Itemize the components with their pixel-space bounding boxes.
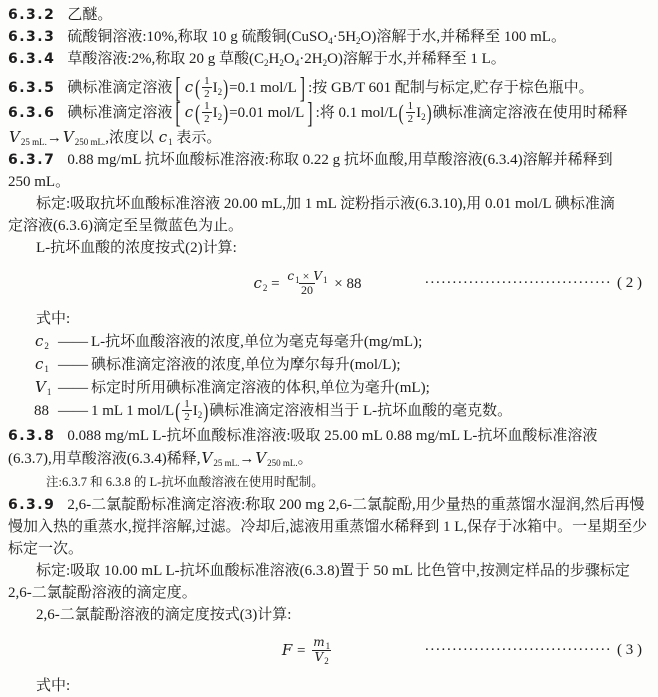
dot-leader: ··································	[424, 641, 612, 658]
paragraph-line	[8, 560, 650, 582]
fraction-numerator	[182, 398, 192, 410]
text-run: × 88	[330, 276, 362, 293]
text-run: 碘标准滴定溶液相当于 L-抗坏血酸的毫克数。	[209, 403, 513, 420]
clause-text	[67, 428, 597, 444]
text-run: 定溶液(6.3.6)滴定至呈微蓝色为止。	[8, 218, 243, 235]
subscript: 25 mL.	[213, 457, 240, 468]
text-run: (6.3.7),用草酸溶液(6.3.4)稀释,	[8, 450, 201, 467]
text-run: ×	[299, 269, 313, 284]
fraction-numerator	[310, 635, 332, 652]
text-run: 碘标准滴定溶液	[67, 80, 173, 97]
subscript: 1	[168, 137, 173, 148]
clause-line	[8, 425, 650, 447]
fraction-denominator	[202, 87, 212, 100]
big-paren: (	[195, 77, 201, 102]
equation-2	[8, 266, 650, 301]
clause-line	[8, 149, 650, 171]
text-run: 。	[297, 450, 313, 467]
text-run: ·5H	[332, 29, 357, 45]
equation-body	[252, 269, 362, 298]
subscript: 1	[325, 641, 331, 652]
subscript: 250 mL.	[74, 137, 106, 148]
fraction-denominator	[202, 112, 212, 125]
clause-text	[67, 73, 594, 105]
formula-3-intro	[8, 604, 650, 626]
definition-text	[91, 380, 430, 396]
clause-number: 6.3.4	[8, 51, 56, 67]
clause-text	[8, 174, 70, 190]
formula-2-intro	[8, 237, 650, 259]
text-run: =0.1 mol/L	[229, 80, 297, 97]
fraction	[201, 75, 213, 100]
clause-6-3-2	[8, 4, 650, 26]
paragraph-text	[36, 240, 237, 256]
big-paren: )	[203, 400, 209, 425]
text-run: 2	[204, 113, 210, 126]
definition-text	[91, 334, 422, 350]
big-paren: )	[426, 102, 432, 127]
text-run: 1	[204, 75, 210, 87]
variable: V	[314, 649, 324, 664]
text-run: ,浓度以	[105, 130, 158, 147]
big-bracket: ]	[299, 73, 306, 105]
subscript: 2	[279, 58, 284, 68]
calibration-paragraph-1	[8, 193, 650, 237]
text-run: 0.088 mg/mL L-抗坏血酸标准溶液:吸取 25.00 mL 0.88 mg/mL L-抗坏血酸标准溶液	[67, 427, 598, 444]
clause-line	[8, 516, 650, 538]
text-run: 1 mL 1 mol/L	[91, 403, 175, 420]
text-run: 草酸溶液:2%,称取 20 g 草酸(C	[67, 51, 265, 67]
clause-text	[67, 98, 628, 131]
clause-line	[8, 538, 650, 560]
definition-text	[91, 398, 513, 425]
clause-text	[8, 519, 647, 535]
clause-number: 6.3.8	[8, 427, 56, 444]
variable: V	[62, 128, 74, 147]
dot-leader: ··································	[424, 275, 612, 292]
subscript: 2	[44, 341, 49, 352]
where-clause-2: 式中:	[36, 677, 71, 694]
definition-v1	[8, 376, 650, 399]
definition-dash: ——	[58, 403, 88, 420]
text-run: 标定:吸取 10.00 mL L-抗坏血酸标准溶液(6.3.8)置于 50 mL 比色管中,按测定样品的步骤标定	[36, 562, 630, 579]
fraction	[181, 398, 193, 423]
subscript: 2	[217, 112, 223, 123]
variable: F	[281, 640, 293, 659]
clause-6-3-8	[8, 425, 650, 470]
definition-symbol	[34, 400, 58, 422]
fraction-numerator	[284, 269, 329, 286]
clause-line	[8, 494, 650, 516]
text-run: 1	[204, 100, 210, 113]
clause-line	[8, 447, 650, 470]
subscript: 2	[217, 87, 223, 98]
clause-6-3-3	[8, 26, 650, 48]
variable: c	[184, 103, 194, 122]
text-run: 碘标准滴定溶液的浓度,单位为摩尔每升(mol/L);	[91, 357, 401, 374]
variable: c	[35, 332, 44, 351]
paragraph-line	[8, 193, 650, 215]
text-run: 88	[34, 403, 49, 420]
text-run: I	[212, 80, 218, 97]
clause-text	[67, 29, 566, 45]
fraction	[283, 270, 330, 297]
big-paren: )	[223, 77, 229, 102]
variable: V	[35, 378, 46, 397]
note: 注:6.3.7 和 6.3.8 的 L-抗坏血酸溶液在使用时配制。	[46, 474, 324, 489]
equation-number: ( 3 )	[617, 641, 642, 658]
text-run: 2	[184, 411, 190, 424]
text-run: 2,6-二氯靛酚标准滴定溶液:称取 200 mg 2,6-二氯靛酚,用少量热的重蒸馏水湿润,然后再慢	[67, 496, 645, 513]
text-run: →	[46, 130, 62, 147]
clause-6-3-6	[8, 98, 650, 149]
clause-number: 6.3.5	[8, 80, 56, 97]
text-run: 乙醚。	[67, 7, 113, 23]
paragraph-text	[8, 585, 197, 601]
text-run: L-抗坏血酸溶液的浓度,单位为毫克每毫升(mg/mL);	[91, 334, 423, 351]
big-paren: (	[398, 102, 404, 127]
subscript: 2	[322, 58, 328, 68]
text-run: 碘标准滴定溶液在使用时稀释	[432, 105, 628, 122]
big-paren: (	[195, 102, 201, 127]
text-run: H	[268, 51, 280, 67]
definition-dash: ——	[58, 380, 88, 397]
variable: c	[287, 269, 295, 284]
variable: V	[255, 448, 267, 467]
where-clause-1: 式中:	[36, 311, 71, 328]
text-run: 1	[407, 100, 414, 113]
clause-6-3-9	[8, 494, 650, 560]
text-run: 2,6-二氯靛酚溶液的滴定度按式(3)计算:	[36, 606, 292, 623]
clause-text	[67, 497, 644, 513]
subscript: 4	[294, 58, 300, 68]
big-paren: )	[223, 102, 229, 127]
big-bracket: ]	[307, 98, 313, 131]
subscript: 1	[46, 387, 52, 398]
text-run: =	[293, 642, 310, 659]
text-run: 标定:吸取抗坏血酸标准溶液 20.00 mL,加 1 mL 淀粉指示液(6.3.10),用 0.01 mol/L 碘标准滴	[36, 196, 615, 213]
clause-text	[8, 541, 83, 557]
subscript: 2	[264, 58, 269, 68]
fraction-denominator	[312, 650, 331, 664]
fraction	[405, 100, 417, 125]
paragraph-text	[36, 607, 291, 623]
clause-text	[67, 51, 505, 67]
paragraph-text	[36, 196, 615, 212]
equation-reference	[424, 633, 642, 667]
text-run: 2,6-二氯靛酚溶液的滴定度。	[8, 584, 197, 601]
clause-line	[8, 98, 650, 131]
text-run: =0.01 mol/L	[229, 105, 305, 122]
clause-text	[67, 7, 112, 23]
big-paren: (	[175, 400, 181, 425]
text-run: 2	[407, 113, 414, 126]
clause-text	[67, 152, 612, 168]
variable: c	[158, 128, 168, 147]
text-run: 1	[184, 398, 190, 411]
clause-number: 6.3.3	[8, 29, 56, 45]
definition-88	[8, 399, 650, 424]
variable: c	[184, 78, 194, 97]
text-run: O	[283, 51, 295, 67]
variable: V	[313, 269, 323, 284]
clause-number: 6.3.7	[8, 152, 56, 169]
subscript: 2	[262, 283, 268, 294]
calibration-paragraph-2	[8, 560, 650, 604]
paragraph-line	[8, 215, 650, 237]
subscript: 25 mL.	[20, 137, 47, 148]
text-run: 20	[300, 283, 313, 298]
text-run: :按 GB/T 601 配制与标定,贮存于棕色瓶中。	[308, 80, 594, 97]
fraction-denominator	[299, 283, 315, 297]
fraction-numerator	[406, 100, 416, 112]
subscript: 2	[356, 36, 361, 46]
text-run: I	[416, 105, 422, 122]
clause-text	[8, 448, 313, 468]
clause-line	[8, 126, 650, 149]
clause-number: 6.3.6	[8, 105, 56, 122]
fraction-denominator	[406, 112, 416, 125]
definition-dash: ——	[58, 357, 88, 374]
clause-line	[8, 171, 650, 193]
subscript: 1	[295, 275, 300, 286]
equation-body	[281, 635, 333, 666]
text-run: O)溶解于水,并稀释至 100 mL。	[360, 29, 566, 45]
text-run: →	[239, 450, 255, 467]
variable: V	[201, 448, 213, 467]
text-run: 250 mL。	[8, 174, 71, 191]
equation-3	[8, 633, 650, 668]
subscript: 1	[44, 364, 49, 375]
definition-c2	[8, 330, 650, 353]
subscript: 2	[324, 655, 329, 666]
text-run: O)溶解于水,并稀释至 1 L。	[327, 51, 506, 67]
text-run: L-抗坏血酸的浓度按式(2)计算:	[36, 240, 237, 257]
clause-number: 6.3.9	[8, 496, 56, 513]
text-run: 2	[204, 88, 210, 101]
text-run: =	[267, 276, 284, 293]
text-run: 标定一次。	[8, 540, 84, 557]
big-bracket: [	[175, 98, 181, 131]
fraction-numerator	[202, 75, 212, 87]
definition-symbol	[34, 330, 58, 353]
fraction-denominator	[182, 410, 192, 423]
variable: c	[253, 274, 262, 293]
paragraph-line	[8, 582, 650, 604]
fraction	[309, 635, 333, 666]
equation-reference	[424, 266, 642, 300]
fraction	[201, 100, 213, 125]
big-bracket: [	[175, 73, 181, 105]
text-run: I	[192, 403, 198, 420]
paragraph-text	[8, 218, 243, 234]
clause-6-3-4	[8, 48, 650, 70]
text-run: 表示。	[172, 130, 222, 147]
clause-text	[8, 130, 221, 146]
definition-symbol	[34, 353, 58, 376]
subscript: 250 mL.	[267, 457, 298, 468]
subscript: 2	[421, 112, 426, 123]
definition-symbol	[34, 376, 58, 399]
subscript: 4	[328, 36, 333, 46]
definition-c1	[8, 353, 650, 376]
fraction-numerator	[202, 100, 212, 112]
clause-number: 6.3.2	[8, 7, 56, 23]
variable: c	[35, 355, 44, 374]
text-run: 标定时所用碘标准滴定溶液的体积,单位为毫升(mL);	[91, 380, 430, 397]
subscript: 2	[197, 410, 203, 421]
text-run: 硫酸铜溶液:10%,称取 10 g 硫酸铜(CuSO	[67, 29, 329, 45]
text-run: ·2H	[299, 51, 323, 67]
paragraph-text	[36, 563, 630, 579]
text-run: :将 0.1 mol/L	[315, 105, 398, 122]
text-run: 碘标准滴定溶液	[67, 105, 173, 122]
definition-text	[91, 357, 401, 373]
definition-dash: ——	[58, 334, 88, 351]
variable: m	[313, 635, 325, 650]
text-run: 0.88 mg/mL 抗坏血酸标准溶液:称取 0.22 g 抗坏血酸,用草酸溶液(6.3.4)溶解并稀释到	[67, 152, 613, 169]
clause-6-3-5	[8, 73, 650, 105]
subscript: 1	[323, 275, 328, 286]
equation-number: ( 2 )	[617, 275, 642, 292]
text-run: 慢加入热的重蒸水,搅拌溶解,过滤。冷却后,滤液用重蒸馏水稀释到 1 L,保存于冰箱中。一星期至少	[8, 518, 648, 535]
clause-6-3-7	[8, 149, 650, 193]
variable: V	[9, 128, 20, 147]
text-run: I	[212, 105, 218, 122]
